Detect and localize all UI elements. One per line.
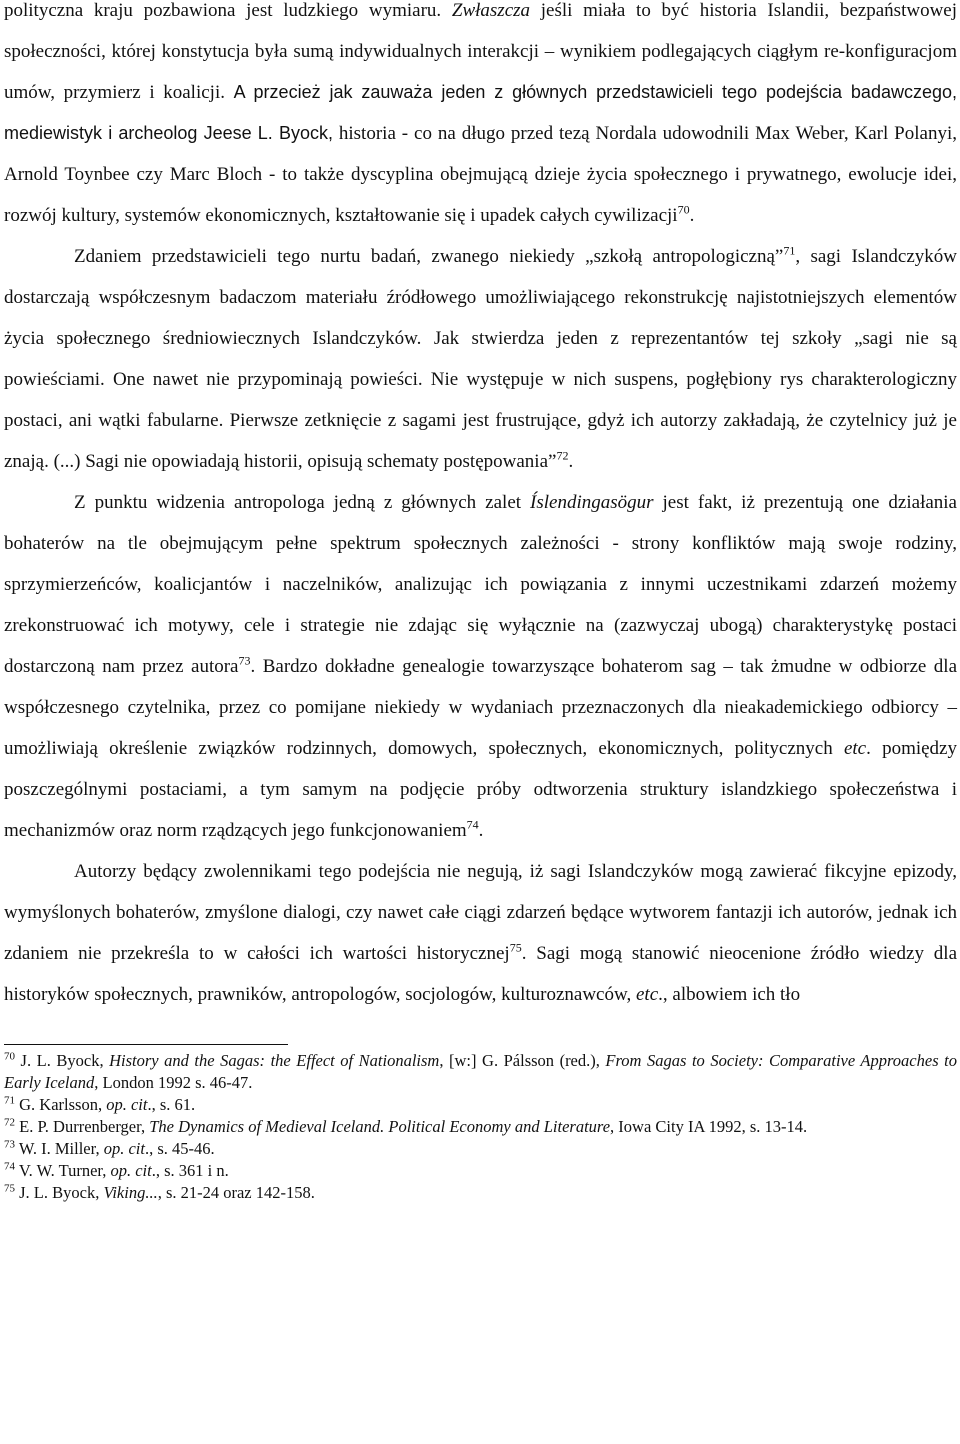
paragraph (4, 236, 957, 482)
text-run: , sagi Islandczyków dostarczają współczesnym badaczom materiału źródłowego umożliwiającego rekonstrukcję najistotniejszych elementów życia społecznego średniowiecznych Islandczyków. Jak stwierdza jeden z reprezentantów tej szkoły „sagi nie są powieściami. One nawet nie przypominają powieści. Nie występuje w nich suspens, pogłębiony rys charakterologiczny postaci, ani wątki fabularne. Pierwsze zetknięcie z sagami jest frustrujące, gdyż ich autorzy zakładają, że czytelnicy już je znają. (...) Sagi nie opowiadają historii, opisują schematy postępowania” (4, 246, 957, 472)
text-run: . (689, 205, 695, 226)
text-run: G. Karlsson, (15, 1095, 107, 1114)
text-run: . (478, 820, 484, 841)
text-run: W. I. Miller, (15, 1139, 104, 1158)
footnote-separator (4, 1044, 288, 1045)
body-text (4, 0, 957, 1015)
text-run: ., s. 45-46. (144, 1139, 215, 1158)
italic-text: From Sagas to Society: Comparative Approaches to Early Iceland (4, 1051, 957, 1092)
text-run: ., s. 61. (147, 1095, 196, 1114)
italic-text: History and the Sagas: the Effect of Nationalism (109, 1051, 440, 1070)
footnote (4, 1050, 957, 1094)
text-run: Z punktu widzenia antropologa jedną z głównych zalet (74, 492, 531, 513)
footnote (4, 1182, 957, 1204)
text-run: . pomiędzy poszczególnymi postaciami, a tym samym na podjęcie próby odtworzenia struktury islandzkiego społeczeństwa i mechanizmów oraz norm rządzących jego funkcjonowaniem (4, 738, 957, 841)
text-run: jest fakt, iż prezentują one działania bohaterów na tle obejmującym pełne spektrum społecznych zależności - strony konfliktów mają swoje rodziny, sprzymierzeńców, koalicjantów i naczelników, analizując ich powiązania z innymi uczestnikami zdarzeń możemy zrekonstruować ich motywy, cele i strategie nie zdając się wyłącznie na (zazwyczaj ubogą) charakterystykę postaci dostarczoną nam przez autora (4, 492, 957, 677)
italic-text: op. cit (110, 1161, 152, 1180)
italic-text: Íslendingasögur (530, 492, 654, 513)
text-run: ., s. 361 i n. (151, 1161, 229, 1180)
footnote-number: 71 (4, 1094, 15, 1107)
footnote (4, 1138, 957, 1160)
text-run: ., albowiem ich tło (658, 984, 801, 1005)
footnote-number: 73 (4, 1138, 15, 1151)
footnote-number: 74 (4, 1160, 15, 1173)
text-run: , Iowa City IA 1992, s. 13-14. (610, 1117, 808, 1136)
footnote-ref: 70 (677, 202, 690, 217)
italic-text: op. cit (106, 1095, 148, 1114)
footnote-ref: 75 (509, 940, 522, 955)
footnote (4, 1160, 957, 1182)
footnote-ref: 73 (238, 653, 251, 668)
text-run: . Bardzo dokładne genealogie towarzyszące bohaterom sag – tak żmudne w odbiorze dla współczesnego czytelnika, przez co pomijane niekiedy w wydaniach przeznaczonych dla nieakademickiego odbiorcy – umożliwiają określenie związków rodzinnych, domowych, społecznych, ekonomicznych, politycznych (4, 656, 957, 759)
italic-text: etc (843, 738, 867, 759)
sans-text: A przecież jak zauważa jeden z głównych przedstawicieli tego podejścia badawczego, mediewistyk i archeolog Jeese L. Byock, (4, 82, 958, 143)
text-run: V. W. Turner, (15, 1161, 111, 1180)
text-run: , s. 21-24 oraz 142-158. (157, 1183, 315, 1202)
italic-text: etc (635, 984, 659, 1005)
text-run: . Sagi mogą stanowić nieocenione źródło wiedzy dla historyków społecznych, prawników, antropologów, socjologów, kulturoznawców, (4, 943, 957, 1005)
text-run: jeśli miała to być historia Islandii, bezpaństwowej społeczności, której konstytucja była sumą indywidualnych interakcji – wynikiem podlegających ciągłym re-konfiguracjom umów, przymierz i koalicji. (4, 0, 957, 103)
paragraph (4, 482, 957, 851)
footnote-ref: 72 (556, 448, 569, 463)
paragraph (4, 0, 957, 236)
italic-text: op. cit (103, 1139, 145, 1158)
text-run: historia - co na długo przed tezą Nordala udowodnili Max Weber, Karl Polanyi, Arnold Toynbee czy Marc Bloch - to także dyscyplina obejmującą dzieje życia społecznego i prywatnego, ewolucje idei, rozwój kultury, systemów ekonomicznych, kształtowanie się i upadek całych cywilizacji (4, 123, 957, 226)
italic-text: Viking... (103, 1183, 158, 1202)
text-run: , [w:] G. Pálsson (red.), (439, 1051, 606, 1070)
text-run: , London 1992 s. 46-47. (94, 1073, 253, 1092)
text-run: polityczna kraju pozbawiona jest ludzkiego wymiaru. (4, 0, 452, 21)
text-run: J. L. Byock, (15, 1051, 110, 1070)
footnote-number: 70 (4, 1050, 15, 1063)
text-run: J. L. Byock, (15, 1183, 104, 1202)
footnote-ref: 74 (466, 817, 479, 832)
text-run: E. P. Durrenberger, (15, 1117, 150, 1136)
footnote (4, 1116, 957, 1138)
italic-text: Zwłaszcza (451, 0, 531, 21)
italic-text: The Dynamics of Medieval Iceland. Political Economy and Literature (149, 1117, 611, 1136)
footnote-number: 75 (4, 1182, 15, 1195)
footnote-ref: 71 (783, 243, 796, 258)
paragraph (4, 851, 957, 1015)
text-run: Zdaniem przedstawicieli tego nurtu badań, zwanego niekiedy „szkołą antropologiczną” (74, 246, 784, 267)
footnotes (4, 1050, 957, 1204)
footnote-number: 72 (4, 1116, 15, 1129)
footnote (4, 1094, 957, 1116)
text-run: . (568, 451, 574, 472)
text-run: Autorzy będący zwolennikami tego podejścia nie negują, iż sagi Islandczyków mogą zawierać fikcyjne epizody, wymyślonych bohaterów, zmyślone dialogi, czy nawet całe ciągi zdarzeń będące wytworem fantazji ich autorów, jednak ich zdaniem nie przekreśla to w całości ich wartości historycznej (4, 861, 957, 964)
